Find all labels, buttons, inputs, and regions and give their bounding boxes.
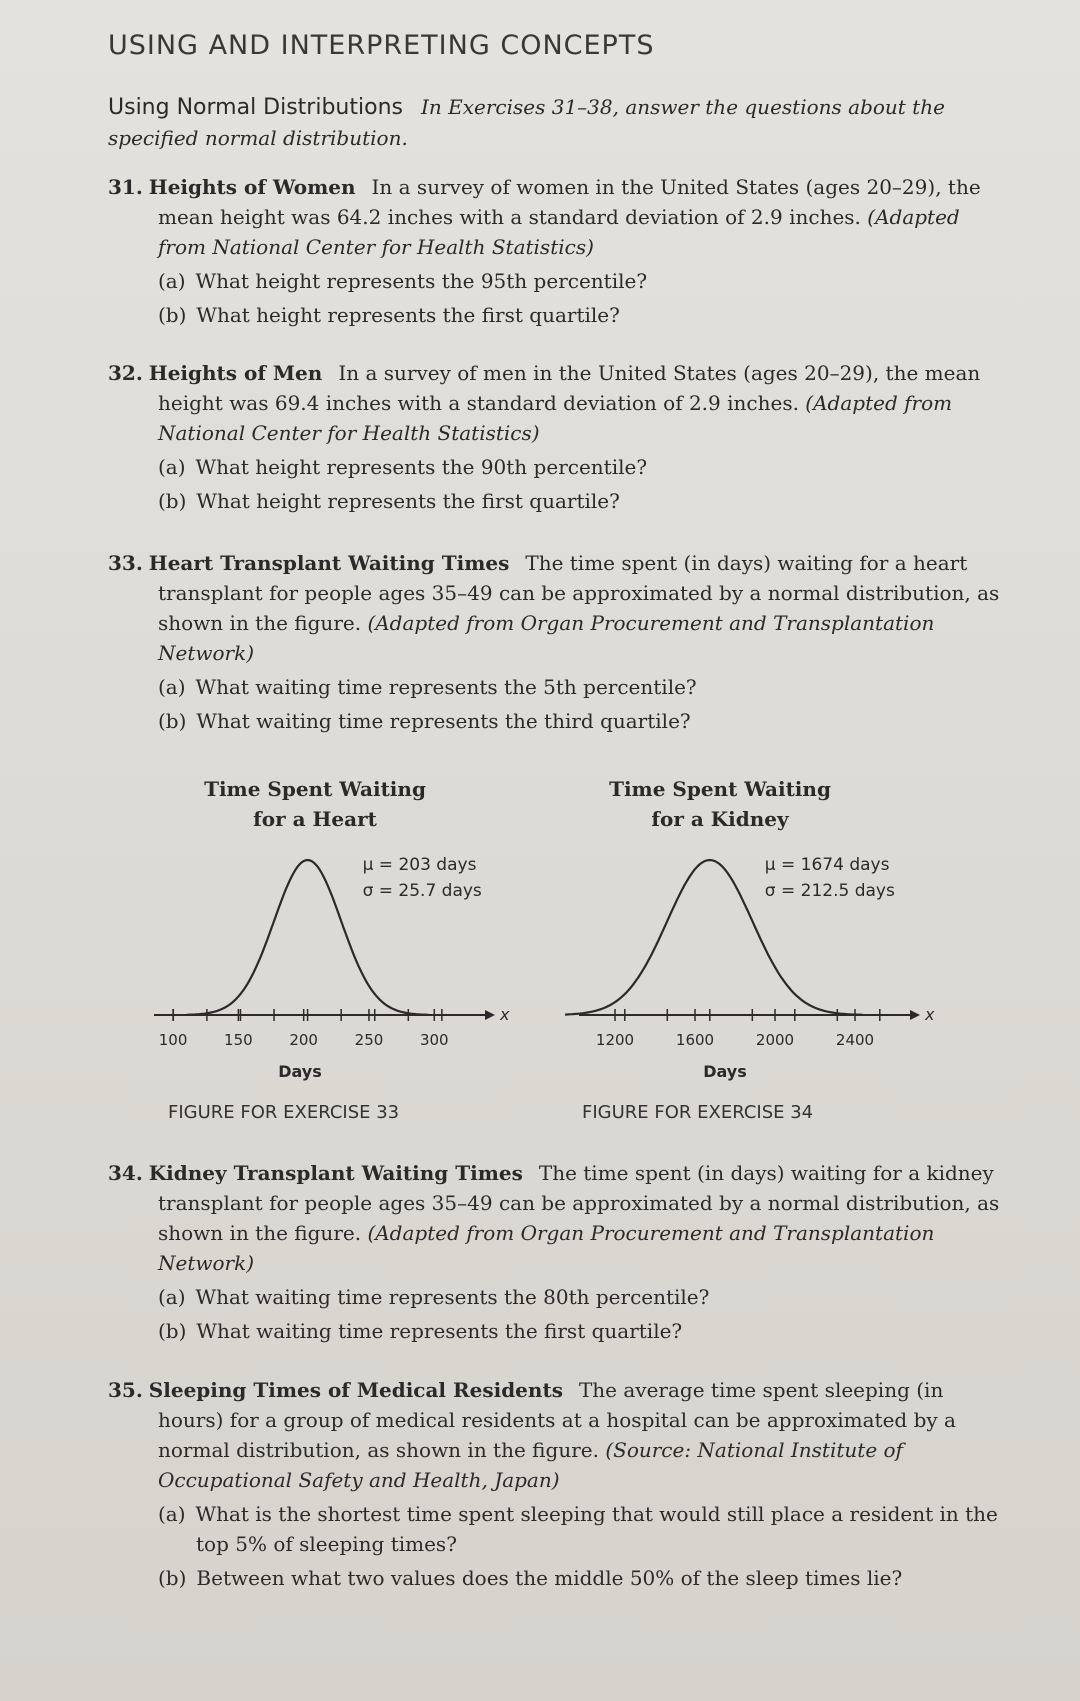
exercise-35 (108, 1375, 1013, 1593)
intro-paragraph (108, 92, 988, 153)
exercise-source: (Adapted from Organ Procurement and Transplantation Network) (158, 611, 935, 665)
exercise-number: 31. (108, 175, 143, 199)
tick-label: 100 (158, 1031, 188, 1049)
figure-33-title (170, 774, 460, 834)
exercise-text: In a survey of men in the United States (ages 20–29), the mean height was 69.4 inches with a standard deviation of 2.9 inches. (158, 361, 981, 415)
question-label: (b) (158, 303, 187, 327)
question-label: (b) (158, 489, 187, 513)
question-label: (b) (158, 709, 187, 733)
exercise-32 (108, 358, 1013, 516)
question-label: (a) (158, 1285, 186, 1309)
question-text: What height represents the 95th percentile? (195, 269, 648, 293)
exercise-number: 34. (108, 1161, 143, 1185)
exercise-number: 33. (108, 551, 143, 575)
exercise-number: 32. (108, 361, 143, 385)
question-b (108, 706, 1013, 736)
question-a (108, 1282, 1013, 1312)
question-a (108, 672, 1013, 702)
exercise-33 (108, 548, 1013, 736)
tick-label: 250 (354, 1031, 384, 1049)
mean-label: μ = 1674 days (764, 855, 890, 875)
exercise-number: 35. (108, 1378, 143, 1402)
tick-label: 200 (289, 1031, 318, 1049)
axis-variable: x (500, 1005, 510, 1024)
x-axis-label: Days (278, 1062, 322, 1081)
exercise-title: Heart Transplant Waiting Times (148, 551, 510, 575)
figure-title-line: Time Spent Waiting (609, 777, 831, 801)
std-dev-label: σ = 212.5 days (764, 881, 895, 901)
exercise-text: The time spent (in days) waiting for a kidney transplant for people ages 35–49 can be approximated by a normal distribution, as shown in the figure. (158, 1161, 1000, 1245)
exercise-31 (108, 172, 1013, 330)
tick-label: 1200 (595, 1031, 635, 1049)
figure-title-line: for a Kidney (651, 807, 789, 831)
exercise-text: The average time spent sleeping (in hours) for a group of medical residents at a hospital can be approximated by a normal distribution, as shown in the figure. (158, 1378, 956, 1462)
question-label: (b) (158, 1319, 187, 1343)
exercise-statement (108, 358, 1013, 448)
std-dev-label: σ = 25.7 days (362, 881, 482, 901)
exercise-statement (108, 1158, 1013, 1278)
question-a (108, 266, 1013, 296)
question-text: What height represents the 90th percentile? (195, 455, 648, 479)
intro-text: In Exercises 31–38, answer the questions about the specified normal distribution. (108, 95, 945, 150)
mean-label: μ = 203 days (362, 855, 477, 875)
figure-title-line: for a Heart (253, 807, 377, 831)
figure-34-chart (565, 840, 945, 1100)
exercise-text: The time spent (in days) waiting for a heart transplant for people ages 35–49 can be approximated by a normal distribution, as shown in the figure. (158, 551, 1000, 635)
question-text: What is the shortest time spent sleeping that would still place a resident in the top 5% of sleeping times? (195, 1502, 998, 1556)
question-label: (a) (158, 269, 186, 293)
intro-heading: Using Normal Distributions (108, 95, 403, 120)
question-label: (a) (158, 675, 186, 699)
question-text: What waiting time represents the third quartile? (196, 709, 691, 733)
tick-label: 300 (419, 1031, 449, 1049)
tick-label: 2000 (755, 1031, 795, 1049)
exercise-source: (Adapted from National Center for Health Statistics) (158, 205, 960, 259)
question-a (108, 1499, 1013, 1559)
tick-label: 150 (224, 1031, 253, 1049)
question-b (108, 1563, 1013, 1593)
tick-label: 2400 (835, 1031, 875, 1049)
question-b (108, 300, 1013, 330)
exercise-title: Kidney Transplant Waiting Times (148, 1161, 523, 1185)
section-title: USING AND INTERPRETING CONCEPTS (108, 30, 655, 61)
figure-34-caption: FIGURE FOR EXERCISE 34 (582, 1102, 814, 1123)
exercise-statement (108, 172, 1013, 262)
question-label: (a) (158, 455, 186, 479)
exercise-34 (108, 1158, 1013, 1346)
exercise-statement (108, 1375, 1013, 1495)
figure-title-line: Time Spent Waiting (204, 777, 426, 801)
question-a (108, 452, 1013, 482)
x-axis-label: Days (703, 1062, 747, 1081)
question-text: What height represents the first quartile? (196, 489, 620, 513)
question-text: What waiting time represents the 80th percentile? (195, 1285, 710, 1309)
question-b (108, 1316, 1013, 1346)
exercise-title: Sleeping Times of Medical Residents (148, 1378, 563, 1402)
question-text: What waiting time represents the first quartile? (196, 1319, 683, 1343)
question-label: (b) (158, 1566, 187, 1590)
exercise-title: Heights of Men (148, 361, 323, 385)
figure-33-chart (140, 840, 520, 1100)
axis-variable: x (925, 1005, 935, 1024)
question-b (108, 486, 1013, 516)
exercise-source: (Adapted from Organ Procurement and Transplantation Network) (158, 1221, 935, 1275)
exercise-text: In a survey of women in the United States (ages 20–29), the mean height was 64.2 inches with a standard deviation of 2.9 inches. (158, 175, 981, 229)
exercise-title: Heights of Women (148, 175, 356, 199)
x-axis-arrow (910, 1010, 920, 1020)
question-label: (a) (158, 1502, 186, 1526)
x-axis-arrow (485, 1010, 495, 1020)
exercise-statement (108, 548, 1013, 668)
question-text: Between what two values does the middle 50% of the sleep times lie? (196, 1566, 903, 1590)
tick-label: 1600 (675, 1031, 715, 1049)
figure-33-caption: FIGURE FOR EXERCISE 33 (168, 1102, 400, 1123)
exercise-source: (Adapted from National Center for Health Statistics) (158, 391, 953, 445)
figure-34-title (575, 774, 865, 834)
exercise-source: (Source: National Institute of Occupational Safety and Health, Japan) (158, 1438, 903, 1492)
question-text: What waiting time represents the 5th percentile? (195, 675, 697, 699)
question-text: What height represents the first quartile? (196, 303, 620, 327)
